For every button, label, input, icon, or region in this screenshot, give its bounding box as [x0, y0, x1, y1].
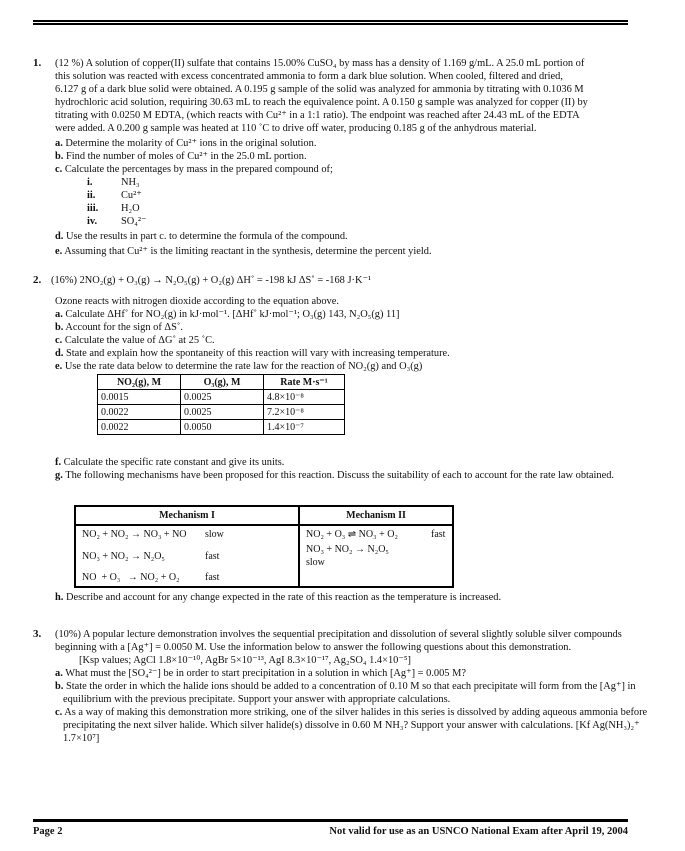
page-number: Page 2: [33, 826, 63, 837]
mechanism-1-step: NO₃ + NO₂ → N₂O₅ fast: [82, 550, 220, 562]
q2-intro: Ozone reacts with nitrogen dioxide according to the equation above.: [55, 296, 339, 307]
q2-part-g: g. The following mechanisms have been proposed for this reaction. Discuss the suitability of each to account for the rate law obtained.: [55, 470, 615, 481]
table-row: [75, 569, 453, 587]
q1-subpart-ii: ii. Cu²⁺: [87, 190, 142, 201]
q3-ksp-values: [Ksp values; AgCl 1.8×10⁻¹⁰, AgBr 5×10⁻¹³, AgI 8.3×10⁻¹⁷, Ag₂SO₄ 1.4×10⁻⁵]: [79, 655, 411, 666]
q2-equation: (16%) 2NO₂(g) + O₃(g) → N₂O₅(g) + O₂(g) ΔH˚ = -198 kJ ΔS˚ = -168 J·K⁻¹: [51, 275, 372, 286]
q1-intro-line: (12 %) A solution of copper(II) sulfate that contains 15.00% CuSO₄ by mass has a density of 1.169 g/mL. A 25.0 mL portion of: [55, 58, 585, 69]
q1-part-d: d. Use the results in part c. to determine the formula of the compound.: [55, 231, 348, 242]
q2-part-f: f. Calculate the specific rate constant and give its units.: [55, 457, 285, 468]
column-header: Mechanism I: [75, 506, 299, 525]
table-header-row: [75, 506, 453, 525]
mechanisms-table: [74, 505, 454, 588]
q1-subpart-i: i. NH₃: [87, 177, 140, 188]
table-row: [98, 390, 345, 405]
q2-part-d: d. State and explain how the spontaneity of this reaction will vary with increasing temperature.: [55, 348, 450, 359]
question-2-part-h: [33, 591, 633, 604]
table-cell: 4.8×10⁻⁸: [264, 390, 345, 405]
table-header-row: [98, 375, 345, 390]
q2-part-c: c. Calculate the value of ΔG˚ at 25 ˚C.: [55, 335, 215, 346]
header-rule-secondary: [33, 23, 628, 25]
column-header: Rate M·s⁻¹: [264, 375, 345, 390]
question-3: [33, 628, 648, 745]
table-cell: 0.0050: [181, 420, 264, 435]
q3-part-b: b. State the order in which the halide ions should be added to a concentration of 0.10 M so that each precipitate will form from the [Ag⁺] in equilibrium with the previous precipitate. Support your answer with appropriate calculations.: [55, 681, 636, 705]
table-row: [98, 405, 345, 420]
q3-intro: (10%) A popular lecture demonstration involves the sequential precipitation and dissolution of several slightly soluble silver compounds beginning with a [Ag⁺] = 0.0050 M. Use the information below to answer the following questions about this demonstration.: [55, 629, 622, 653]
table-cell: 0.0022: [98, 405, 181, 420]
q1-intro-line: 6.127 g of a dark blue solid were obtained. A 0.195 g sample of the solid was analyzed for ammonia by titrating with 0.1036 M: [55, 84, 584, 95]
table-cell: 0.0025: [181, 405, 264, 420]
question-1: [33, 57, 633, 258]
q1-part-a: a. Determine the molarity of Cu²⁺ ions in the original solution.: [55, 138, 317, 149]
mechanism-1-step: NO + O₃ → NO₂ + O₂ fast: [82, 572, 220, 583]
q1-intro-line: titrating with 0.0250 M EDTA, (which reacts with Cu²⁺ in a 1:1 ratio). The endpoint was reached after 24.43 mL of the EDTA: [55, 110, 580, 121]
header-rule: [33, 20, 628, 22]
mechanism-2-step: NO₃ + NO₂ → N₂O₅slow: [299, 543, 453, 569]
footer-rule: [33, 819, 628, 822]
q2-part-a: a. Calculate ΔHf˚ for NO₂(g) in kJ·mol⁻¹. [ΔHf˚ kJ·mol⁻¹; O₃(g) 143, N₂O₅(g) 11]: [55, 309, 400, 320]
q1-intro-line: this solution was reacted with excess concentrated ammonia to form a dark blue solution. When cooled, filtered and dried,: [55, 71, 563, 82]
question-number: 3.: [33, 628, 42, 640]
table-cell: 1.4×10⁻⁷: [264, 420, 345, 435]
question-2: [33, 274, 633, 435]
table-cell: 0.0022: [98, 420, 181, 435]
q1-intro-line: hydrochloric acid solution, requiring 30.63 mL to reach the equivalence point. A 0.150 g sample was analyzed for copper (II) by: [55, 97, 588, 108]
q3-part-c: c. As a way of making this demonstration more striking, one of the silver halides in this series is dissolved by adding aqueous ammonia before precipitating the next silver halide. Which silver halide(s) dissolve in 0.60 M NH₃? Support your answer with calculations. [Kf Ag(NH₃)₂⁺ 1.7×10⁷]: [55, 707, 648, 744]
q2-part-h: h. Describe and account for any change expected in the rate of this reaction as the temperature is increased.: [55, 592, 502, 603]
question-number: 2.: [33, 274, 42, 286]
q1-part-e: e. Assuming that Cu²⁺ is the limiting reactant in the synthesis, determine the percent yield.: [55, 246, 432, 257]
column-header: NO₂(g), M: [98, 375, 181, 390]
table-row: [75, 525, 453, 543]
mechanism-2-step: NO₂ + O₃ ⇌ NO₃ + O₂ fast: [299, 525, 453, 543]
mechanism-2-step: [299, 569, 453, 587]
question-number: 1.: [33, 57, 42, 69]
q2-part-e: e. Use the rate data below to determine the rate law for the reaction of NO₂(g) and O₃(g): [55, 361, 423, 372]
column-header: Mechanism II: [299, 506, 453, 525]
table-row: [75, 543, 453, 569]
question-2-continued: [33, 456, 633, 482]
table-row: [98, 420, 345, 435]
mechanism-1-step: NO₂ + NO₂ → NO₃ + NO slow: [82, 529, 224, 540]
q3-part-a: a. What must the [SO₄²⁻] be in order to start precipitation in a solution in which [Ag⁺] = 0.005 M?: [55, 668, 466, 679]
rate-data-table: [97, 374, 345, 435]
table-cell: 0.0015: [98, 390, 181, 405]
table-cell: 7.2×10⁻⁸: [264, 405, 345, 420]
column-header: O₃(g), M: [181, 375, 264, 390]
q1-subpart-iv: iv. SO₄²⁻: [87, 216, 147, 227]
table-cell: 0.0025: [181, 390, 264, 405]
q1-subpart-iii: iii. H₂O: [87, 203, 140, 214]
q1-intro-line: were added. A 0.200 g sample was heated at 110 ˚C to drive off water, producing 0.185 g of the anhydrous material.: [55, 123, 537, 134]
q2-part-b: b. Account for the sign of ΔS˚.: [55, 322, 183, 333]
q1-part-b: b. Find the number of moles of Cu²⁺ in the 25.0 mL portion.: [55, 151, 307, 162]
footer-notice: Not valid for use as an USNCO National Exam after April 19, 2004: [329, 826, 628, 837]
q1-part-c: c. Calculate the percentages by mass in the prepared compound of;: [55, 164, 333, 175]
